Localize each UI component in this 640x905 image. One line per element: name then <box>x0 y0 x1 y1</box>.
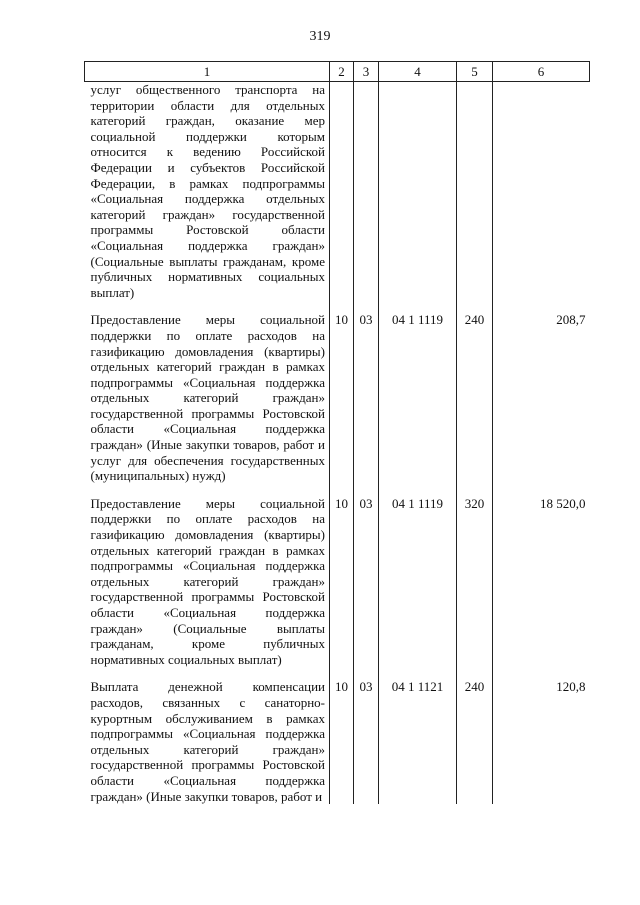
table-row <box>85 82 590 301</box>
row-expense-type: 320 <box>457 484 493 668</box>
header-row <box>85 62 590 82</box>
row-target-article <box>379 82 457 301</box>
row-section: 10 <box>330 667 354 804</box>
row-description: Предоставление меры социальной поддержки по оплате расходов на газификацию домовладения (квартиры) отдельных категорий граждан в рамках подпрограммы «Социальная поддержка отдельных категорий граждан» государственной программы Ростовской области «Социальная поддержка граждан» (Социальные выплаты гражданам, кроме публичных нормативных социальных выплат) <box>90 495 325 667</box>
column-header-5: 5 <box>457 62 493 82</box>
row-expense-type: 240 <box>457 300 493 484</box>
row-amount <box>493 82 590 301</box>
row-section <box>330 82 354 301</box>
row-description: Выплата денежной компенсации расходов, связанных с санаторно-курортным обслуживанием в рамках подпрограммы «Социальная поддержка отдельных категорий граждан» государственной программы Ростовской области «Социальная поддержка граждан» (Иные закупки товаров, работ и <box>90 679 325 804</box>
row-amount: 208,7 <box>493 300 590 484</box>
row-subsection: 03 <box>354 300 379 484</box>
table-row <box>85 300 590 484</box>
row-amount: 18 520,0 <box>493 484 590 668</box>
column-header-1: 1 <box>85 62 330 82</box>
column-header-4: 4 <box>379 62 457 82</box>
table-body <box>85 82 590 805</box>
row-target-article: 04 1 1119 <box>379 300 457 484</box>
row-description: Предоставление меры социальной поддержки по оплате расходов на газификацию домовладения (квартиры) отдельных категорий граждан в рамках подпрограммы «Социальная поддержка отдельных категорий граждан» государственной программы Ростовской области «Социальная поддержка граждан» (Иные закупки товаров, работ и услуг для обеспечения государственных (муниципальных) нужд) <box>90 312 325 484</box>
table-row <box>85 667 590 804</box>
table-row <box>85 484 590 668</box>
column-header-3: 3 <box>354 62 379 82</box>
row-section: 10 <box>330 300 354 484</box>
row-section: 10 <box>330 484 354 668</box>
row-subsection: 03 <box>354 484 379 668</box>
table-header <box>85 62 590 82</box>
row-expense-type: 240 <box>457 667 493 804</box>
row-amount: 120,8 <box>493 667 590 804</box>
row-expense-type <box>457 82 493 301</box>
row-subsection: 03 <box>354 667 379 804</box>
row-description: услуг общественного транспорта на территории области для отдельных категорий граждан, оказание мер социальной поддержки которым относится к ведению Российской Федерации и субъектов Российской Федерации, в рамках подпрограммы «Социальная поддержка отдельных категорий граждан» государственной программы Ростовской области «Социальная поддержка граждан» (Социальные выплаты гражданам, кроме публичных нормативных социальных выплат) <box>90 82 325 300</box>
row-target-article: 04 1 1119 <box>379 484 457 668</box>
row-target-article: 04 1 1121 <box>379 667 457 804</box>
column-header-2: 2 <box>330 62 354 82</box>
row-subsection <box>354 82 379 301</box>
budget-table <box>84 61 590 804</box>
column-header-6: 6 <box>493 62 590 82</box>
page-number: 319 <box>309 29 331 44</box>
